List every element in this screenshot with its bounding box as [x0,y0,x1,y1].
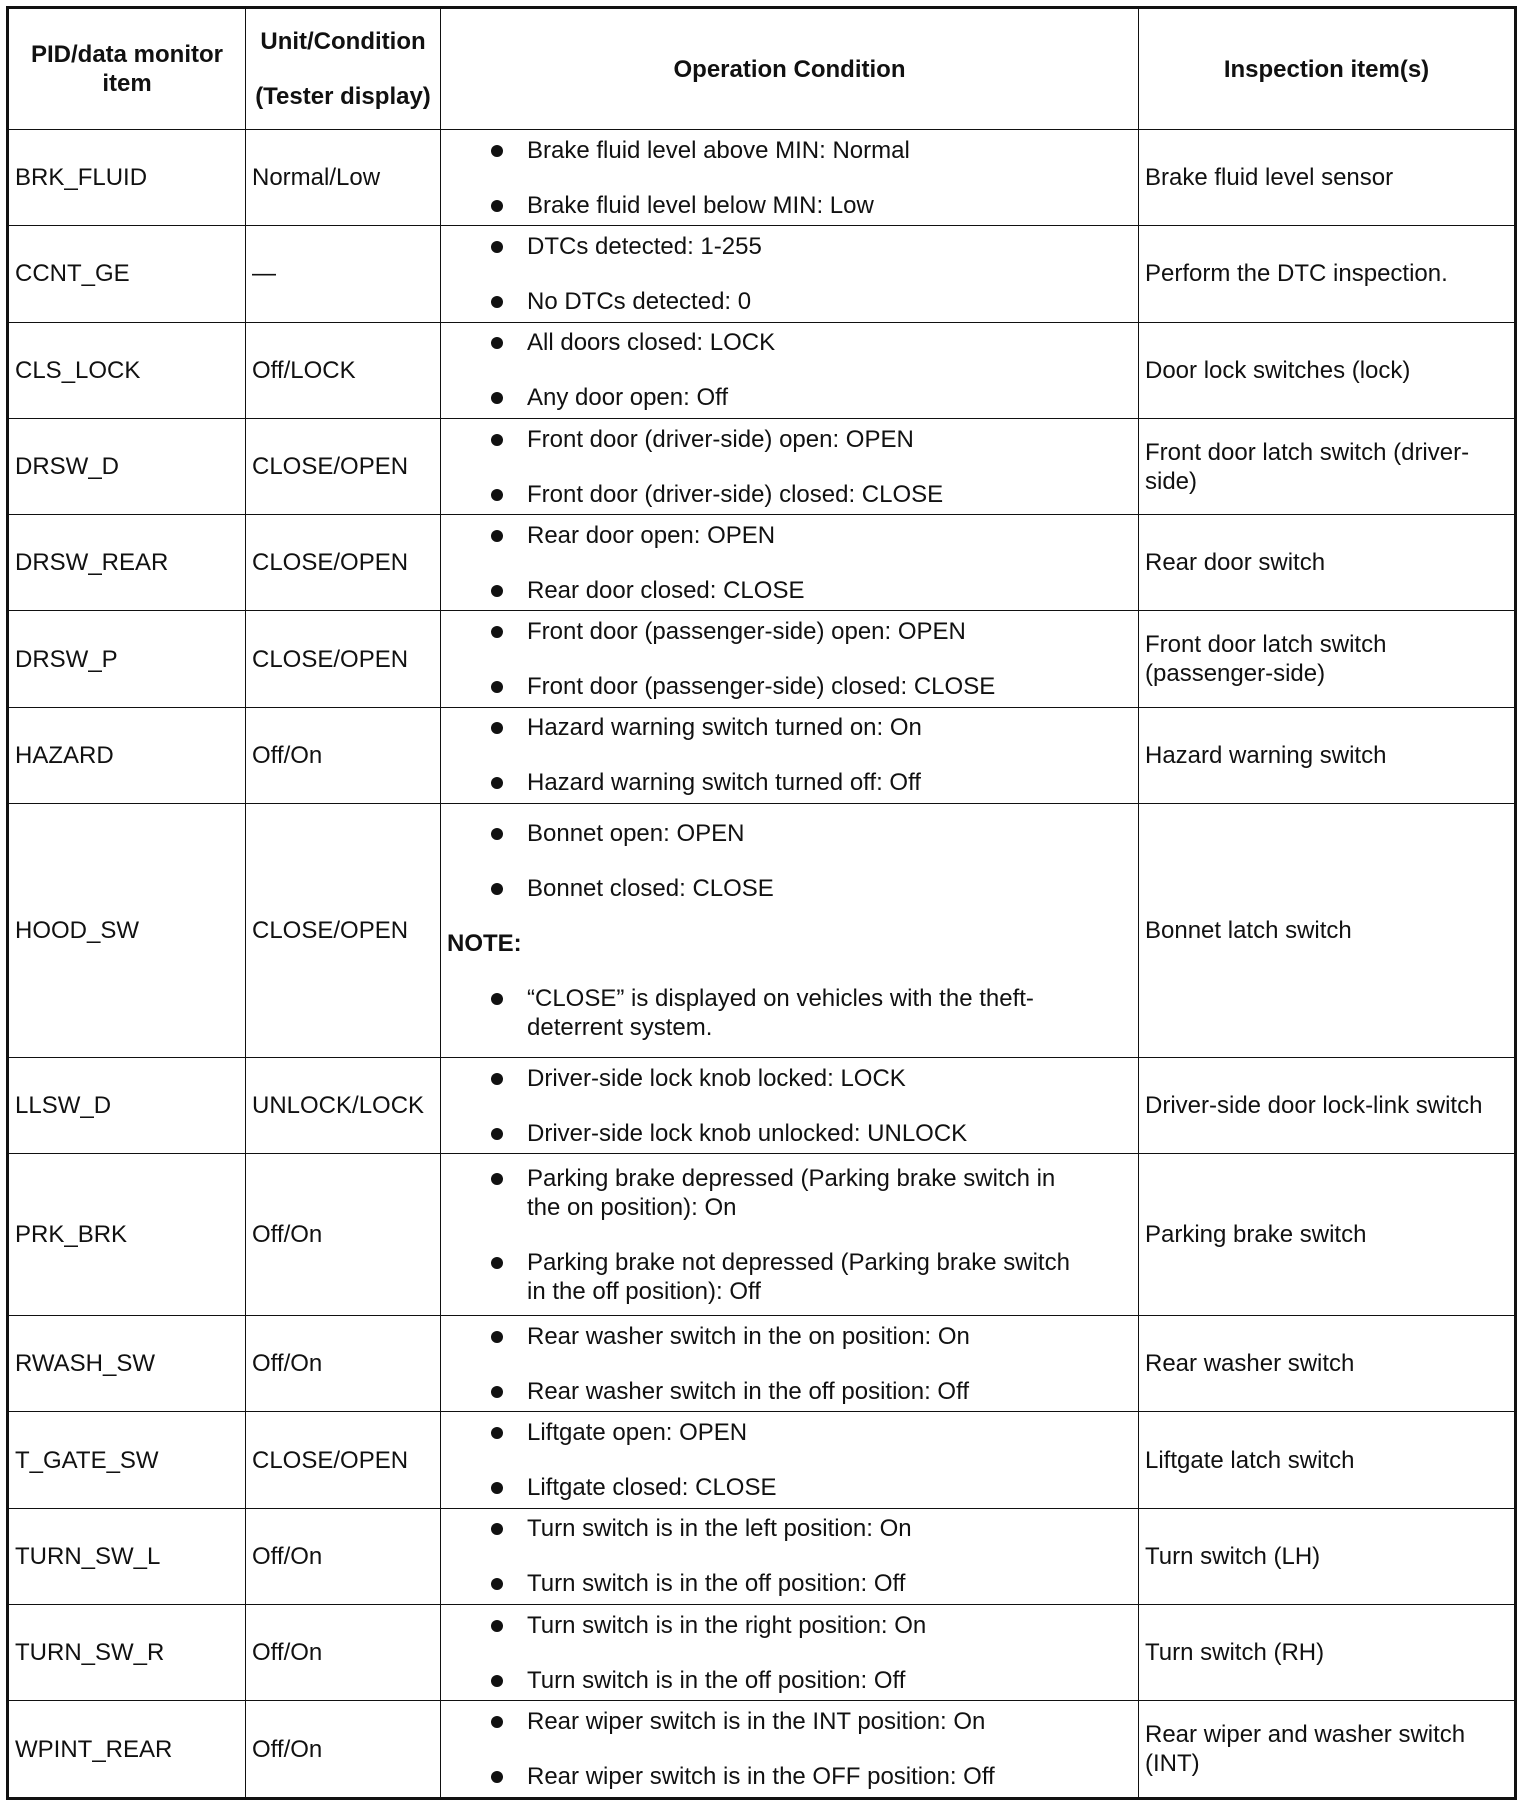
pid-cell: TURN_SW_L [8,1508,246,1604]
unit-cell: CLOSE/OPEN [246,515,441,611]
unit-cell: — [246,226,441,322]
condition-item: Bonnet closed: CLOSE [447,874,1132,903]
condition-list [447,713,1132,797]
condition-list [447,1707,1132,1791]
condition-list [447,819,1132,903]
inspection-cell: Perform the DTC inspection. [1139,226,1516,322]
condition-list [447,521,1132,605]
table-row [8,226,1516,322]
header-unit-line2: (Tester display) [255,83,431,110]
pid-cell: HAZARD [8,707,246,803]
inspection-cell: Rear door switch [1139,515,1516,611]
pid-data-monitor-table [6,6,1517,1800]
table-row [8,804,1516,1058]
operation-condition-cell [441,226,1139,322]
operation-condition-cell [441,1508,1139,1604]
unit-cell: CLOSE/OPEN [246,418,441,514]
condition-item: Front door (driver-side) open: OPEN [447,425,1132,454]
note-label: NOTE: [447,929,522,957]
unit-cell: CLOSE/OPEN [246,1412,441,1508]
pid-cell: CCNT_GE [8,226,246,322]
condition-item: Brake fluid level below MIN: Low [447,191,1132,220]
condition-list [447,328,1132,412]
table-row [8,1154,1516,1316]
note-list [447,984,1132,1042]
operation-condition-cell [441,1057,1139,1153]
table-row [8,1701,1516,1799]
pid-cell: LLSW_D [8,1057,246,1153]
condition-list [447,1064,1132,1148]
condition-item: Rear washer switch in the off position: Off [447,1377,1132,1406]
condition-item: Turn switch is in the left position: On [447,1514,1132,1543]
table-row [8,322,1516,418]
inspection-cell: Front door latch switch (passenger-side) [1139,611,1516,707]
unit-cell: Off/On [246,1154,441,1316]
condition-list [447,136,1132,220]
pid-cell: DRSW_P [8,611,246,707]
header-row [8,8,1516,130]
condition-item: Rear wiper switch is in the INT position: On [447,1707,1132,1736]
condition-item: Parking brake depressed (Parking brake switch in the on position): On [447,1164,1132,1222]
unit-cell: CLOSE/OPEN [246,804,441,1058]
table-row [8,611,1516,707]
inspection-cell: Hazard warning switch [1139,707,1516,803]
condition-item: DTCs detected: 1-255 [447,232,1132,261]
condition-item: All doors closed: LOCK [447,328,1132,357]
inspection-cell: Turn switch (RH) [1139,1605,1516,1701]
inspection-cell: Driver-side door lock-link switch [1139,1057,1516,1153]
operation-condition-cell [441,707,1139,803]
pid-cell: DRSW_D [8,418,246,514]
condition-item: Rear wiper switch is in the OFF position: Off [447,1762,1132,1791]
operation-condition-cell [441,1412,1139,1508]
condition-item: Rear door open: OPEN [447,521,1132,550]
operation-condition-cell [441,130,1139,226]
condition-item: Liftgate closed: CLOSE [447,1473,1132,1502]
condition-item: Driver-side lock knob unlocked: UNLOCK [447,1119,1132,1148]
operation-condition-cell [441,611,1139,707]
table-row [8,707,1516,803]
condition-item: Driver-side lock knob locked: LOCK [447,1064,1132,1093]
condition-list [447,425,1132,509]
inspection-cell: Bonnet latch switch [1139,804,1516,1058]
table-row [8,1412,1516,1508]
inspection-cell: Liftgate latch switch [1139,1412,1516,1508]
pid-cell: BRK_FLUID [8,130,246,226]
unit-cell: CLOSE/OPEN [246,611,441,707]
table-row [8,515,1516,611]
note-item: “CLOSE” is displayed on vehicles with the theft-deterrent system. [447,984,1132,1042]
table-row [8,1605,1516,1701]
header-inspection: Inspection item(s) [1139,8,1516,130]
condition-list [447,1418,1132,1502]
pid-cell: RWASH_SW [8,1316,246,1412]
condition-item: Turn switch is in the off position: Off [447,1569,1132,1598]
unit-cell: Normal/Low [246,130,441,226]
header-operation: Operation Condition [441,8,1139,130]
condition-list [447,1322,1132,1406]
operation-condition-cell [441,322,1139,418]
pid-cell: CLS_LOCK [8,322,246,418]
operation-condition-cell [441,515,1139,611]
condition-item: Front door (passenger-side) closed: CLOSE [447,672,1132,701]
condition-item: Turn switch is in the off position: Off [447,1666,1132,1695]
unit-cell: Off/LOCK [246,322,441,418]
table-row [8,130,1516,226]
condition-item: Front door (driver-side) closed: CLOSE [447,480,1132,509]
table-row [8,1316,1516,1412]
condition-item: Turn switch is in the right position: On [447,1611,1132,1640]
condition-list [447,617,1132,701]
operation-condition-cell [441,1316,1139,1412]
unit-cell: Off/On [246,1316,441,1412]
inspection-cell: Brake fluid level sensor [1139,130,1516,226]
inspection-cell: Parking brake switch [1139,1154,1516,1316]
header-unit-line1: Unit/Condition [260,28,426,55]
pid-cell: DRSW_REAR [8,515,246,611]
pid-cell: T_GATE_SW [8,1412,246,1508]
condition-list [447,1514,1132,1598]
pid-cell: PRK_BRK [8,1154,246,1316]
table-header [8,8,1516,130]
table-body [8,130,1516,1799]
condition-item: Any door open: Off [447,383,1132,412]
operation-condition-cell [441,418,1139,514]
condition-item: Rear door closed: CLOSE [447,576,1132,605]
condition-item: Hazard warning switch turned on: On [447,713,1132,742]
condition-item: Liftgate open: OPEN [447,1418,1132,1447]
inspection-cell: Turn switch (LH) [1139,1508,1516,1604]
operation-condition-cell [441,1154,1139,1316]
pid-cell: WPINT_REAR [8,1701,246,1799]
condition-item: Bonnet open: OPEN [447,819,1132,848]
condition-item: Parking brake not depressed (Parking brake switch in the off position): Off [447,1248,1132,1306]
unit-cell: Off/On [246,1605,441,1701]
operation-condition-cell [441,1701,1139,1799]
unit-cell: Off/On [246,707,441,803]
unit-cell: Off/On [246,1508,441,1604]
pid-cell: TURN_SW_R [8,1605,246,1701]
operation-condition-cell [441,1605,1139,1701]
inspection-cell: Rear wiper and washer switch (INT) [1139,1701,1516,1799]
condition-item: Front door (passenger-side) open: OPEN [447,617,1132,646]
condition-item: Rear washer switch in the on position: On [447,1322,1132,1351]
inspection-cell: Front door latch switch (driver-side) [1139,418,1516,514]
operation-condition-cell [441,804,1139,1058]
header-pid: PID/data monitor item [8,8,246,130]
inspection-cell: Door lock switches (lock) [1139,322,1516,418]
table-row [8,418,1516,514]
condition-list [447,1164,1132,1306]
condition-item: Hazard warning switch turned off: Off [447,768,1132,797]
header-unit [246,8,441,130]
inspection-cell: Rear washer switch [1139,1316,1516,1412]
unit-cell: UNLOCK/LOCK [246,1057,441,1153]
table-row [8,1057,1516,1153]
condition-item: Brake fluid level above MIN: Normal [447,136,1132,165]
pid-cell: HOOD_SW [8,804,246,1058]
table-row [8,1508,1516,1604]
condition-list [447,232,1132,316]
unit-cell: Off/On [246,1701,441,1799]
condition-list [447,1611,1132,1695]
condition-item: No DTCs detected: 0 [447,287,1132,316]
